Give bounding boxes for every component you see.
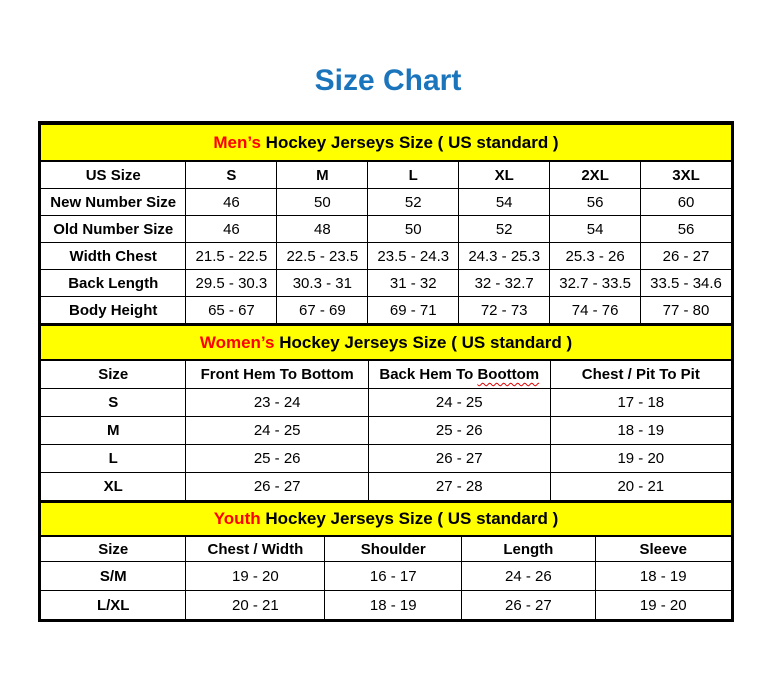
table-row xyxy=(41,297,732,324)
mens-section-band xyxy=(41,124,732,161)
youth-row-label: L/XL xyxy=(41,591,186,620)
youth-size-cell: 20 - 21 xyxy=(186,591,325,620)
table-row xyxy=(41,243,732,270)
men-size-cell: 26 - 27 xyxy=(641,243,732,270)
table-row xyxy=(41,270,732,297)
womens-header-row xyxy=(41,360,732,389)
men-size-cell: 25.3 - 26 xyxy=(550,243,641,270)
men-col-header: US Size xyxy=(41,161,186,189)
men-col-header: XL xyxy=(459,161,550,189)
men-size-cell: 52 xyxy=(368,189,459,216)
misspelled-word: Boottom xyxy=(477,366,540,383)
men-size-cell: 33.5 - 34.6 xyxy=(641,270,732,297)
womens-accent-label: Women’s xyxy=(199,332,275,352)
youth-row-label: S/M xyxy=(41,562,186,591)
youth-header-row xyxy=(41,536,732,562)
women-col-header: Size xyxy=(41,360,186,389)
youth-size-table xyxy=(40,501,732,620)
womens-section-title xyxy=(41,325,732,360)
men-size-cell: 21.5 - 22.5 xyxy=(186,243,277,270)
men-row-label: Back Length xyxy=(41,270,186,297)
men-size-cell: 31 - 32 xyxy=(368,270,459,297)
youth-size-cell: 16 - 17 xyxy=(325,562,462,591)
men-size-cell: 46 xyxy=(186,216,277,243)
mens-title-text: Hockey Jerseys Size ( US standard ) xyxy=(265,132,559,152)
women-size-cell: 26 - 27 xyxy=(368,445,550,473)
youth-size-cell: 19 - 20 xyxy=(595,591,731,620)
men-size-cell: 74 - 76 xyxy=(550,297,641,324)
men-row-label: Body Height xyxy=(41,297,186,324)
size-chart xyxy=(38,121,734,622)
men-size-cell: 69 - 71 xyxy=(368,297,459,324)
table-row xyxy=(41,216,732,243)
men-size-cell: 46 xyxy=(186,189,277,216)
men-col-header: 2XL xyxy=(550,161,641,189)
men-size-cell: 32 - 32.7 xyxy=(459,270,550,297)
men-size-cell: 50 xyxy=(277,189,368,216)
table-row xyxy=(41,591,732,620)
men-size-cell: 54 xyxy=(459,189,550,216)
women-size-cell: 26 - 27 xyxy=(186,473,368,501)
page-title: Size Chart xyxy=(314,64,462,97)
youth-size-cell: 18 - 19 xyxy=(595,562,731,591)
men-size-cell: 72 - 73 xyxy=(459,297,550,324)
youth-section-band xyxy=(41,502,732,536)
table-row xyxy=(41,189,732,216)
youth-section-title xyxy=(41,502,732,536)
men-size-cell: 54 xyxy=(550,216,641,243)
table-row xyxy=(41,445,732,473)
women-row-label: S xyxy=(41,389,186,417)
table-row xyxy=(41,417,732,445)
women-size-cell: 24 - 25 xyxy=(186,417,368,445)
women-size-cell: 20 - 21 xyxy=(550,473,731,501)
men-size-cell: 22.5 - 23.5 xyxy=(277,243,368,270)
men-col-header: 3XL xyxy=(641,161,732,189)
women-col-header: Front Hem To Bottom xyxy=(186,360,368,389)
women-size-cell: 19 - 20 xyxy=(550,445,731,473)
men-col-header: M xyxy=(277,161,368,189)
men-size-cell: 65 - 67 xyxy=(186,297,277,324)
youth-col-header: Length xyxy=(462,536,595,562)
women-size-cell: 25 - 26 xyxy=(186,445,368,473)
men-size-cell: 56 xyxy=(641,216,732,243)
men-row-label: Old Number Size xyxy=(41,216,186,243)
youth-col-header: Size xyxy=(41,536,186,562)
womens-title-text: Hockey Jerseys Size ( US standard ) xyxy=(279,332,573,352)
women-row-label: XL xyxy=(41,473,186,501)
women-size-cell: 18 - 19 xyxy=(550,417,731,445)
women-col-header: Chest / Pit To Pit xyxy=(550,360,731,389)
youth-col-header: Sleeve xyxy=(595,536,731,562)
table-row xyxy=(41,473,732,501)
men-col-header: L xyxy=(368,161,459,189)
men-size-cell: 52 xyxy=(459,216,550,243)
men-size-cell: 23.5 - 24.3 xyxy=(368,243,459,270)
men-size-cell: 60 xyxy=(641,189,732,216)
table-row xyxy=(41,562,732,591)
youth-size-cell: 18 - 19 xyxy=(325,591,462,620)
youth-size-cell: 26 - 27 xyxy=(462,591,595,620)
youth-accent-label: Youth xyxy=(213,509,261,528)
youth-size-cell: 19 - 20 xyxy=(186,562,325,591)
men-size-cell: 30.3 - 31 xyxy=(277,270,368,297)
womens-size-table xyxy=(40,324,732,501)
youth-title-text: Hockey Jerseys Size ( US standard ) xyxy=(265,509,559,528)
women-size-cell: 24 - 25 xyxy=(368,389,550,417)
men-size-cell: 56 xyxy=(550,189,641,216)
youth-col-header: Chest / Width xyxy=(186,536,325,562)
mens-header-row xyxy=(41,161,732,189)
women-row-label: L xyxy=(41,445,186,473)
womens-section-band xyxy=(41,325,732,360)
men-size-cell: 32.7 - 33.5 xyxy=(550,270,641,297)
women-size-cell: 23 - 24 xyxy=(186,389,368,417)
men-size-cell: 48 xyxy=(277,216,368,243)
men-row-label: Width Chest xyxy=(41,243,186,270)
men-row-label: New Number Size xyxy=(41,189,186,216)
mens-section-title xyxy=(41,124,732,161)
men-col-header: S xyxy=(186,161,277,189)
men-size-cell: 67 - 69 xyxy=(277,297,368,324)
table-row xyxy=(41,389,732,417)
women-col-header-prefix: Back Hem To xyxy=(379,366,474,383)
women-row-label: M xyxy=(41,417,186,445)
men-size-cell: 50 xyxy=(368,216,459,243)
women-size-cell: 25 - 26 xyxy=(368,417,550,445)
women-size-cell: 27 - 28 xyxy=(368,473,550,501)
women-col-header xyxy=(368,360,550,389)
youth-col-header: Shoulder xyxy=(325,536,462,562)
youth-size-cell: 24 - 26 xyxy=(462,562,595,591)
men-size-cell: 24.3 - 25.3 xyxy=(459,243,550,270)
women-size-cell: 17 - 18 xyxy=(550,389,731,417)
men-size-cell: 77 - 80 xyxy=(641,297,732,324)
mens-size-table xyxy=(40,123,732,324)
men-size-cell: 29.5 - 30.3 xyxy=(186,270,277,297)
mens-accent-label: Men’s xyxy=(213,132,261,152)
